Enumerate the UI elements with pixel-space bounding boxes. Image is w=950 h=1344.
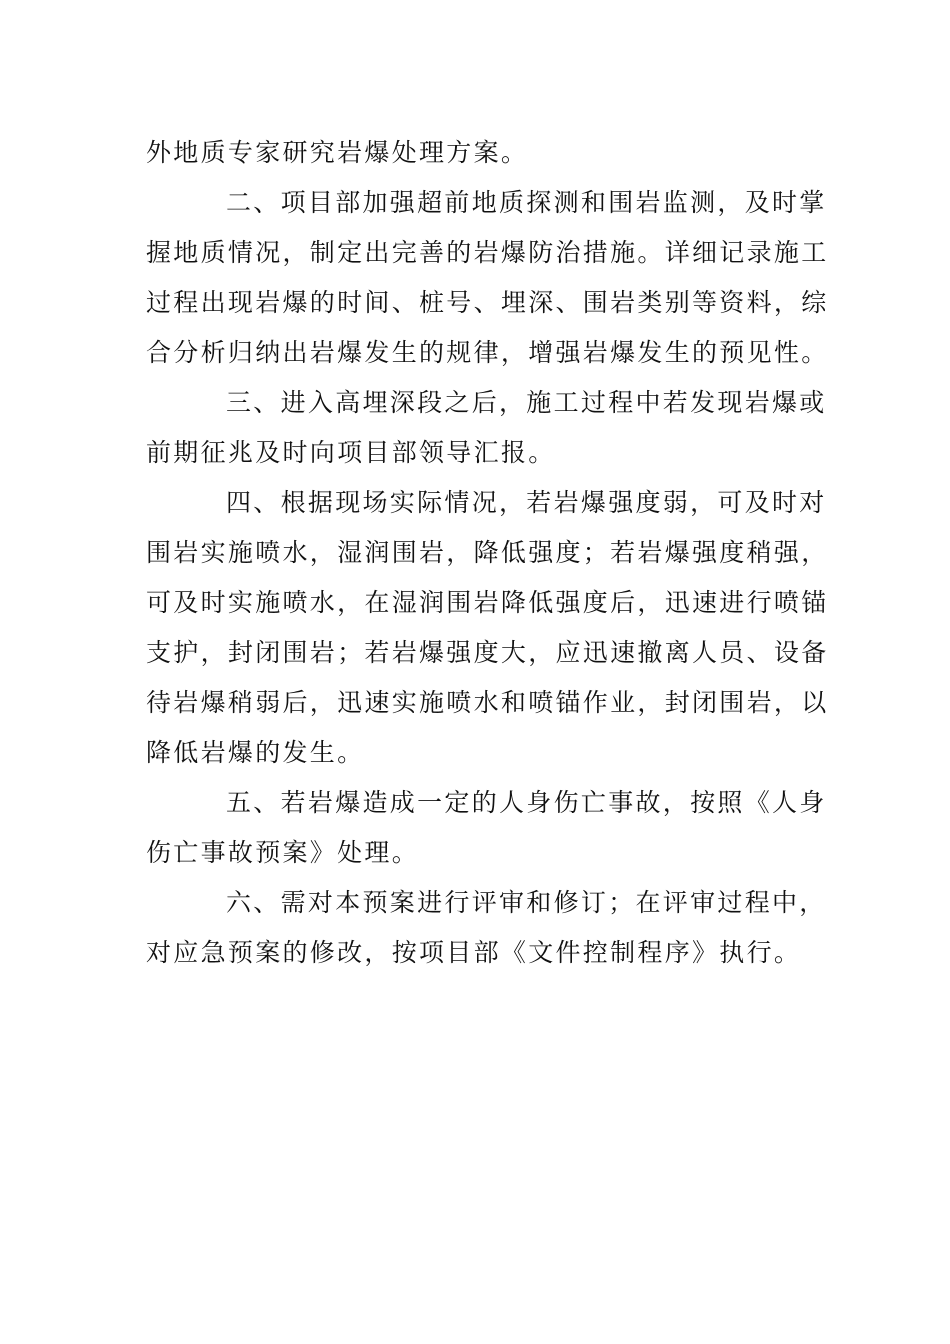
paragraph-2-line-1: 二、项目部加强超前地质探测和围岩监测，及时掌: [226, 188, 827, 217]
text-line: 前期征兆及时向项目部领导汇报。: [146, 438, 556, 467]
text-line: 可及时实施喷水，在湿润围岩降低强度后，迅速进行喷锚: [146, 588, 829, 617]
text-line: 降低岩爆的发生。: [146, 738, 365, 767]
text-line: 待岩爆稍弱后，迅速实施喷水和喷锚作业，封闭围岩，以: [146, 688, 829, 717]
paragraph-4-line-1: 四、根据现场实际情况，若岩爆强度弱，可及时对: [226, 488, 827, 517]
paragraph-6-line-1: 六、需对本预案进行评审和修订；在评审过程中，: [226, 888, 827, 917]
paragraph-3-line-1: 三、进入高埋深段之后，施工过程中若发现岩爆或: [226, 388, 827, 417]
text-line: 过程出现岩爆的时间、桩号、埋深、围岩类别等资料，综: [146, 288, 829, 317]
text-line: 合分析归纳出岩爆发生的规律，增强岩爆发生的预见性。: [146, 338, 829, 367]
text-line: 对应急预案的修改，按项目部《文件控制程序》执行。: [146, 938, 802, 967]
text-line: 伤亡事故预案》处理。: [146, 838, 420, 867]
text-line: 握地质情况，制定出完善的岩爆防治措施。详细记录施工: [146, 238, 829, 267]
paragraph-5-line-1: 五、若岩爆造成一定的人身伤亡事故，按照《人身: [226, 788, 827, 817]
text-line: 支护，封闭围岩；若岩爆强度大，应迅速撤离人员、设备: [146, 638, 829, 667]
text-line: 围岩实施喷水，湿润围岩，降低强度；若岩爆强度稍强，: [146, 538, 829, 567]
document-body: [146, 128, 829, 978]
text-line: 外地质专家研究岩爆处理方案。: [146, 138, 529, 167]
